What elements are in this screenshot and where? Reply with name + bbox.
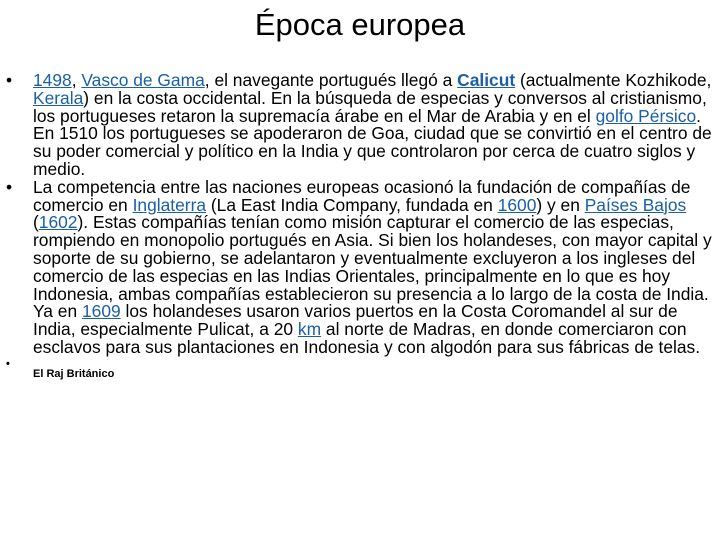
link-1602[interactable]: 1602 bbox=[38, 212, 78, 233]
link-inglaterra[interactable]: Inglaterra bbox=[132, 194, 207, 215]
bullet-text bbox=[33, 72, 714, 179]
bullet-marker: • bbox=[6, 70, 13, 90]
slide-title: Época europea bbox=[254, 7, 466, 42]
text-segment: (La East India Company, fundada en bbox=[206, 194, 498, 215]
text-segment: , el navegante portugués llegó a bbox=[204, 70, 458, 90]
text-segment: La competencia entre las naciones europeas ocasionó la fundación de compañías de comercio en bbox=[33, 176, 691, 215]
text-segment: los holandeses usaron varios puertos en la Costa Coromandel al sur de India, especialmente Pulicat, a 20 bbox=[33, 301, 678, 340]
text-segment: (actualmente Kozhikode, bbox=[515, 70, 712, 90]
text-segment: ) en la costa occidental. En la búsqueda de especias y conversos al cristianismo, los portugueses retaron la supremacía árabe en el Mar de Arabia y en el bbox=[33, 87, 707, 126]
text-segment: ) y en bbox=[536, 194, 585, 215]
link-vasco-de-gama[interactable]: Vasco de Gama bbox=[81, 70, 205, 90]
bullet-item-raj-britanico bbox=[0, 357, 720, 381]
link-1498[interactable]: 1498 bbox=[33, 70, 72, 90]
text-segment: ). Estas compañías tenían como misión capturar el comercio de las especias, rompiendo en monopolio portugués en Asia. Si bien los holandeses, con mayor capital y soporte de su gobierno, se adelantaron y eventualmente excluyeron a los ingleses del comercio de las especias en las Indias Orientales, principalmente en lo que es hoy Indonesia, ambas compañías establecieron su presencia a lo largo de la costa de India. Ya en bbox=[33, 212, 712, 322]
bullet-text: El Raj Británico bbox=[33, 367, 115, 380]
link-paises-bajos[interactable]: Países Bajos bbox=[584, 194, 687, 215]
link-1600[interactable]: 1600 bbox=[497, 194, 537, 215]
link-calicut[interactable]: Calicut bbox=[457, 70, 516, 90]
bullet-item-companies bbox=[0, 176, 720, 357]
link-1609[interactable]: 1609 bbox=[82, 301, 121, 322]
link-km[interactable]: km bbox=[297, 319, 322, 340]
text-segment: al norte de Madras, en donde comerciaron con esclavos para sus plantaciones en Indonesia y con algodón para sus fábricas de telas. bbox=[33, 319, 701, 357]
bullet-item-portuguese bbox=[0, 72, 720, 179]
text-segment: ( bbox=[33, 212, 39, 233]
bullet-marker: • bbox=[6, 176, 13, 197]
link-kerala[interactable]: Kerala bbox=[33, 87, 84, 108]
text-segment: . En 1510 los portugueses se apoderaron de Goa, ciudad que se convirtió en el centro de su poder comercial y político en la India y que controlaron por cerca de cuatro siglos y medio. bbox=[33, 105, 712, 179]
bullet-text bbox=[33, 176, 714, 357]
bullet-list bbox=[0, 72, 720, 381]
bullet-marker: • bbox=[6, 357, 10, 370]
link-golfo-persico[interactable]: golfo Pérsico bbox=[595, 105, 697, 126]
text-segment: , bbox=[71, 70, 82, 90]
